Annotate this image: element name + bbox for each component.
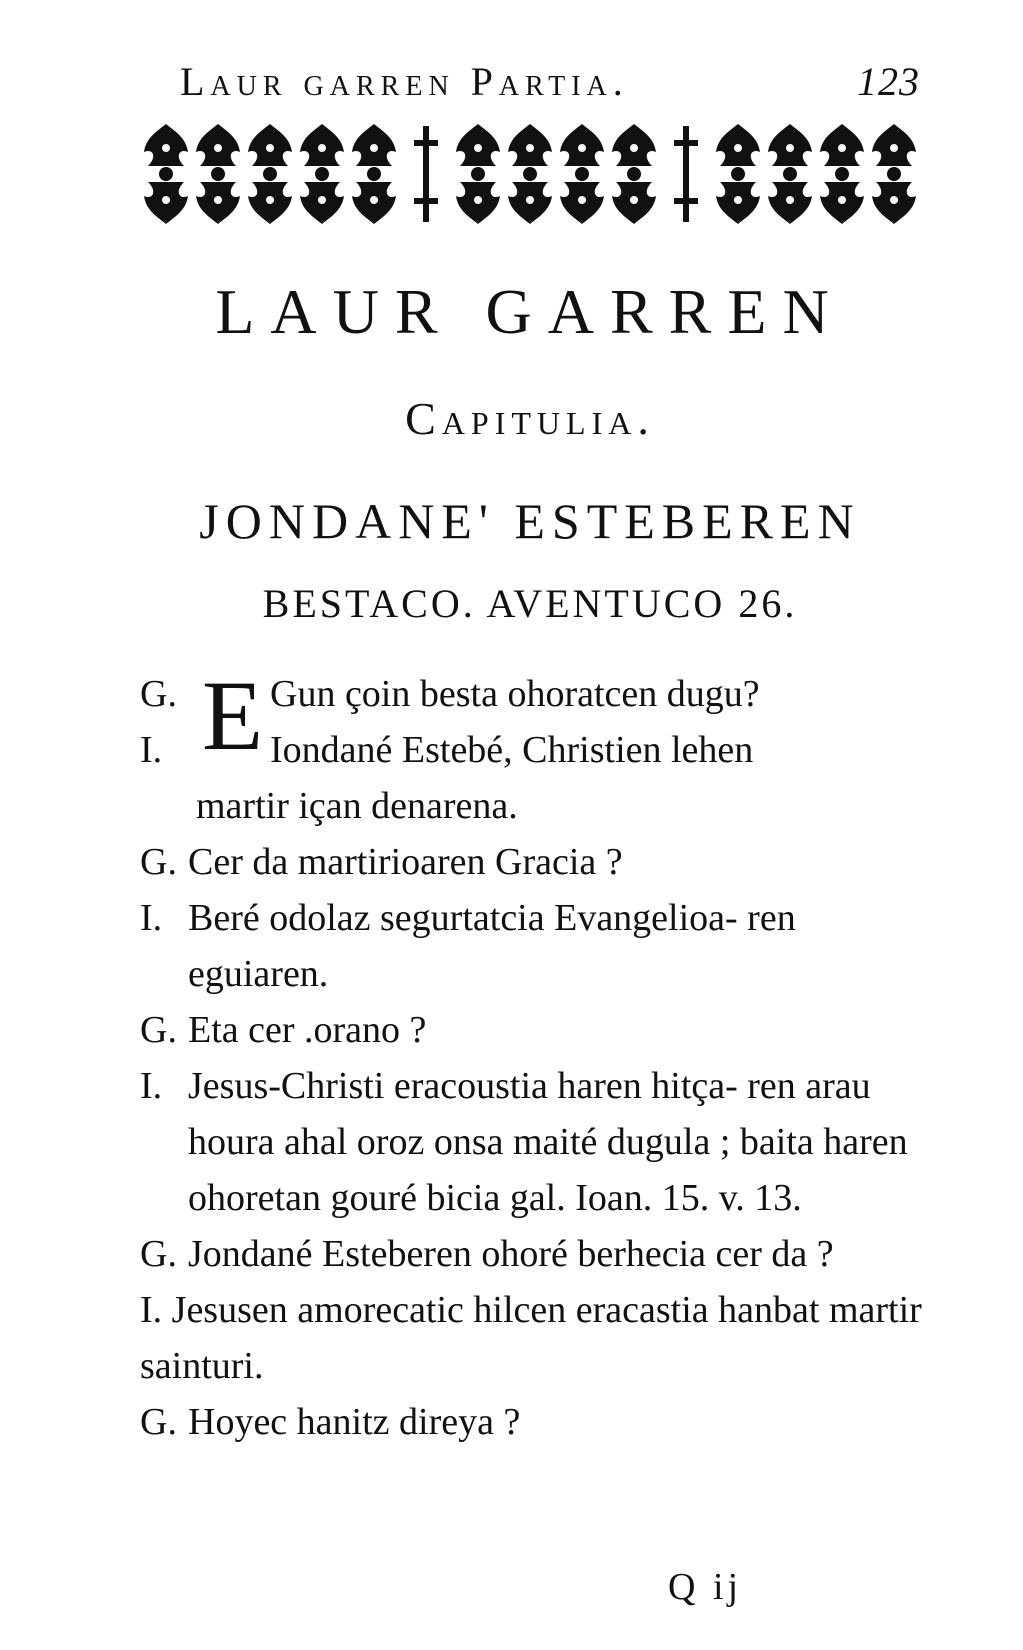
speaker-label: I. [140, 1289, 163, 1331]
printers-ornament-band-icon [140, 118, 920, 230]
dialogue-line: Iondané Estebé, Christien lehen [270, 729, 754, 771]
dialogue-line: martir içan denarena. [196, 785, 518, 827]
ornament-unit [414, 126, 438, 222]
dialogue-entry [140, 1394, 930, 1450]
dialogue-entry [140, 1058, 930, 1226]
signature-mark: Q ij [668, 1566, 743, 1608]
ornament-unit [674, 126, 698, 222]
ornament-unit [300, 124, 344, 224]
ornament-unit [612, 124, 656, 224]
chapter-heading: LAUR GARREN [215, 276, 845, 347]
speaker-label: I. [140, 1065, 163, 1107]
section-subtitle: BESTACO. AVENTUCO 26. [262, 581, 798, 626]
section-title: JONDANE' ESTEBEREN [199, 493, 861, 549]
speaker-label: I. [140, 729, 163, 771]
speaker-label: I. [140, 897, 163, 939]
speaker-label: G. [140, 1401, 177, 1443]
ornament-unit [508, 124, 552, 224]
catechism-text [140, 660, 930, 1450]
chapter-label: Capitulia. [405, 393, 655, 444]
ornament-unit [456, 124, 500, 224]
dialogue-text: Jesus-Christi eracoustia haren hitça- ren arau houra ahal oroz onsa maité dugula ; baita haren ohoretan gouré bicia gal. Ioan. 15. v. 13. [188, 1065, 908, 1219]
ornament-unit [716, 124, 760, 224]
dialogue-entry [140, 1226, 930, 1282]
speaker-label: G. [140, 1233, 177, 1275]
speaker-label: G. [140, 841, 177, 883]
speaker-label: G. [140, 1009, 177, 1051]
ornament-unit [196, 124, 240, 224]
dialogue-entry [140, 890, 930, 1002]
ornament-unit [144, 124, 188, 224]
ornament-unit [248, 124, 292, 224]
running-head [180, 58, 920, 104]
dialogue-entry [140, 1282, 930, 1394]
ornament-unit [820, 124, 864, 224]
dialogue-text: Cer da martirioaren Gracia ? [188, 841, 623, 883]
dialogue-entry [140, 1002, 930, 1058]
dialogue-text: Hoyec hanitz direya ? [188, 1401, 521, 1443]
drop-cap: E [202, 660, 264, 771]
dialogue-text: Eta cer .orano ? [188, 1009, 427, 1051]
ornament-unit [872, 124, 916, 224]
ornament-unit [768, 124, 812, 224]
page-number: 123 [857, 59, 920, 104]
dialogue-text: Jesusen amorecatic hilcen eracastia hanbat martir sainturi. [140, 1289, 922, 1387]
dialogue-entry [140, 834, 930, 890]
running-head-title: Laur garren Partia. [180, 59, 629, 104]
dialogue-line: Gun çoin besta ohoratcen dugu? [270, 673, 760, 715]
dialogue-text: Beré odolaz segurtatcia Evangelioa- ren eguiaren. [188, 897, 796, 995]
dialogue-text: Jondané Esteberen ohoré berhecia cer da ? [188, 1233, 834, 1275]
speaker-label: G. [140, 673, 177, 715]
first-question-block [140, 660, 930, 834]
ornament-unit [352, 124, 396, 224]
ornament-unit [560, 124, 604, 224]
